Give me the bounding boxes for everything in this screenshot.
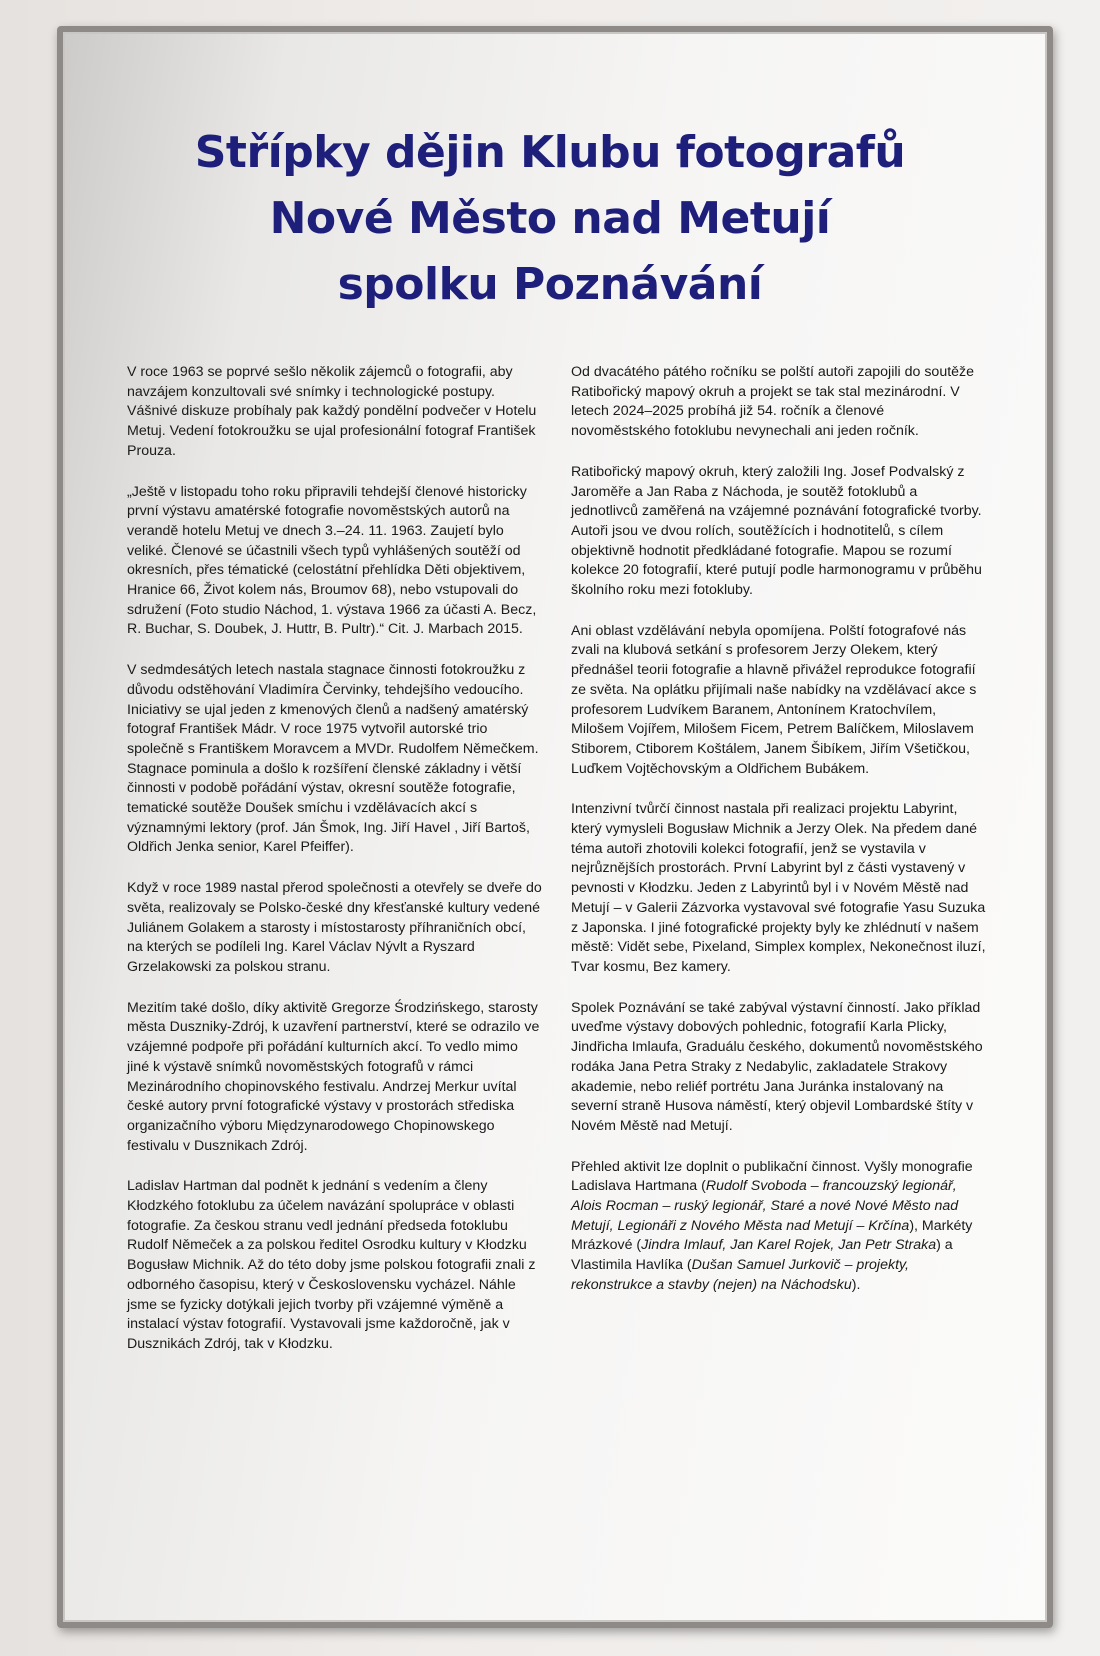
italic-titles: Rudolf Svoboda – francouzský legionář, Alois Rocman – ruský legionář, Staré a nové Nové Město nad Metují, Legionáři z Nového Města nad Metují – Krčína [571, 1178, 959, 1234]
title-line-2: Nové Město nad Metují [269, 193, 831, 244]
paragraph: Mezitím také došlo, díky aktivitě Gregorze Środzińskego, starosty města Duszniky-Zdrój, k uzavření partnerství, které se odrazilo ve vzájemné podpoře při pořádání kulturních akcí. To vedlo mimo jiné k výstavě snímků novoměstských fotografů v rámci Mezinárodního chopinovského festivalu. Andrzej Merkur uvítal české autory první fotografické výstavy v prostorách střediska organizačního výboru Międzynarodowego Chopinowskego festivalu v Dusznikach Zdrój. [127, 999, 540, 1154]
paragraph: Ratibořický mapový okruh, který založili Ing. Josef Podvalský z Jaroměře a Jan Raba z Náchoda, je soutěž fotoklubů a jednotlivců zaměřená na vzájemné poznávání fotografické tvorby. Autoři jsou ve dvou rolích, soutěžících i hodnotitelů, s cílem objektivně hodnotit předkládané fotografie. Mapou se rozumí kolekce 20 fotografií, které putují podle harmonogramu v průběhu školního roku mezi fotokluby. [571, 463, 982, 599]
text-run: ). [851, 1276, 861, 1293]
italic-titles: Jindra Imlauf, Jan Karel Rojek, Jan Petr Straka [641, 1237, 937, 1254]
left-text-column [127, 363, 543, 1376]
paragraph: V sedmdesátých letech nastala stagnace činnosti fotokroužku z důvodu odstěhování Vladimíra Červinky, tehdejšího vedoucího. Iniciativy se ujal jeden z kmenových členů a nadšený amatérský fotograf František Mádr. V roce 1975 vytvořil autorské trio společně s Františkem Moravcem a MVDr. Rudolfem Němečkem. Stagnace pominula a došlo k rozšíření členské základny i větší činnosti v podobě pořádání výstav, okresní soutěže fotografie, tematické soutěže Doušek smíchu i vzdělávacích akcí s významnými lektory (prof. Ján Šmok, Ing. Jiří Havel , Jiří Bartoš, Oldřich Jenka senior, Karel Pfeiffer). [127, 662, 539, 856]
paragraph: Ani oblast vzdělávání nebyla opomíjena. Polští fotografové nás zvali na klubová setkání s profesorem Jerzy Olekem, který přednášel teorii fotografie a hlavně přivážel reprodukce fotografií ze světa. Na oplátku přijímali naše nabídky na vzdělávací akce s profesorem Ludvíkem Baranem, Antonínem Kratochvílem, Milošem Vojířem, Milošem Ficem, Petrem Balíčkem, Miloslavem Stiborem, Ctiborem Koštálem, Janem Šibíkem, Jiřím Všetičkou, Luďkem Vojtěchovským a Oldřichem Bubákem. [571, 622, 977, 777]
publications-paragraph [571, 1158, 987, 1296]
paragraph: Když v roce 1989 nastal přerod společnosti a otevřely se dveře do světa, realizovaly se Polsko-české dny křesťanské kultury vedené Juliánem Golakem a starosty i místostarosty příhraničních obcí, na kterých se podíleli Ing. Karel Václav Nývlt a Ryszard Grzelakowski za polskou stranu. [127, 880, 542, 975]
text-run: Přehled aktivit lze doplnit o publikační činnost. Vyšly monografie Ladislava Hartmana ( [571, 1158, 973, 1195]
paragraph: Intenzivní tvůrčí činnost nastala při realizaci projektu Labyrint, který vymysleli Bogusław Michnik a Jerzy Olek. Na předem dané téma autoři zhotovili kolekci fotografií, jenž se vystavila v nejrůznějších prostorách. První Labyrint byl z části vystavený v pevnosti v Kłodzku. Jeden z Labyrintů byl i v Novém Městě nad Metují – v Galerii Zázvorka vystavoval své fotografie Yasu Suzuka z Japonska. I jiné fotografické projekty byly ke zhlédnutí v našem městě: Vidět sebe, Pixeland, Simplex komplex, Nekonečnost iluzí, Tvar kosmu, Bez kamery. [571, 801, 986, 975]
paragraph: „Ještě v listopadu toho roku připravili tehdejší členové historicky první výstavu amatérské fotografie novoměstských autorů na verandě hotelu Metuj ve dnech 3.–24. 11. 1963. Zaujetí bylo veliké. Členové se účastnili všech typů vyhlášených soutěží od okresních, přes tématické (celostátní přehlídka Děti objektivem, Hranice 66, Život kolem nás, Broumov 68), nebo vstupovali do sdružení (Foto studio Náchod, 1. výstava 1966 za účasti A. Becz, R. Buchar, S. Doubek, J. Huttr, B. Pultr).“ Cit. J. Marbach 2015. [127, 483, 537, 638]
paragraph: Ladislav Hartman dal podnět k jednání s vedením a členy Kłodzkého fotoklubu za účelem navázání spolupráce v oblasti fotografie. Za českou stranu vedl jednání předseda fotoklubu Rudolf Němeček a za polskou ředitel Osrodku kultury v Kłodzku Bogusław Michnik. Až do této doby jsme polskou fotografii znali z odborného časopisu, který v Československu vycházel. Náhle jsme se fyzicky dotýkali jejich tvorby při vzájemné výměně a instalací výstav fotografií. Vystavovali jsme každoročně, jak v Dusznikách Zdrój, tak v Kłodzku. [127, 1178, 536, 1352]
paragraph: Spolek Poznávání se také zabýval výstavní činností. Jako příklad uveďme výstavy dobových pohlednic, fotografií Karla Plicky, Jindřicha Imlaufa, Graduálu českého, dokumentů novoměstského rodáka Jana Petra Straky z Nedabylic, zakladatele Strakovy akademie, nebo reliéf portrétu Jana Juránka instalovaný na severní straně Husova náměstí, který objevil Lombardské štíty v Novém Městě nad Metují. [571, 999, 983, 1134]
title-line-3: spolku Poznávání [337, 259, 763, 310]
right-text-column [571, 363, 987, 1317]
paragraph: V roce 1963 se poprvé sešlo několik zájemců o fotografii, aby navzájem konzultovali své snímky i technologické postupy. Vášnivé diskuze probíhaly pak každý pondělní podvečer v Hotelu Metuj. Vedení fotokroužku se ujal profesionální fotograf František Prouza. [127, 364, 537, 459]
title-line-1: Střípky dějin Klubu fotografů [194, 127, 906, 178]
poster-title [80, 120, 1020, 318]
text-run: ), Markéty Mrázkové ( [571, 1217, 973, 1254]
paragraph: Od dvacátého pátého ročníku se polští autoři zapojili do soutěže Ratibořický mapový okruh a projekt se tak stal mezinárodní. V letech 2024–2025 probíhá již 54. ročník a členové novoměstského fotoklubu nevynechali ani jeden ročník. [571, 364, 975, 440]
text-run: ) a Vlastimila Havlíka ( [571, 1237, 953, 1274]
italic-titles: Dušan Samuel Jurkovič – projekty, rekonstrukce a stavby (nejen) na Náchodsku [571, 1257, 909, 1293]
